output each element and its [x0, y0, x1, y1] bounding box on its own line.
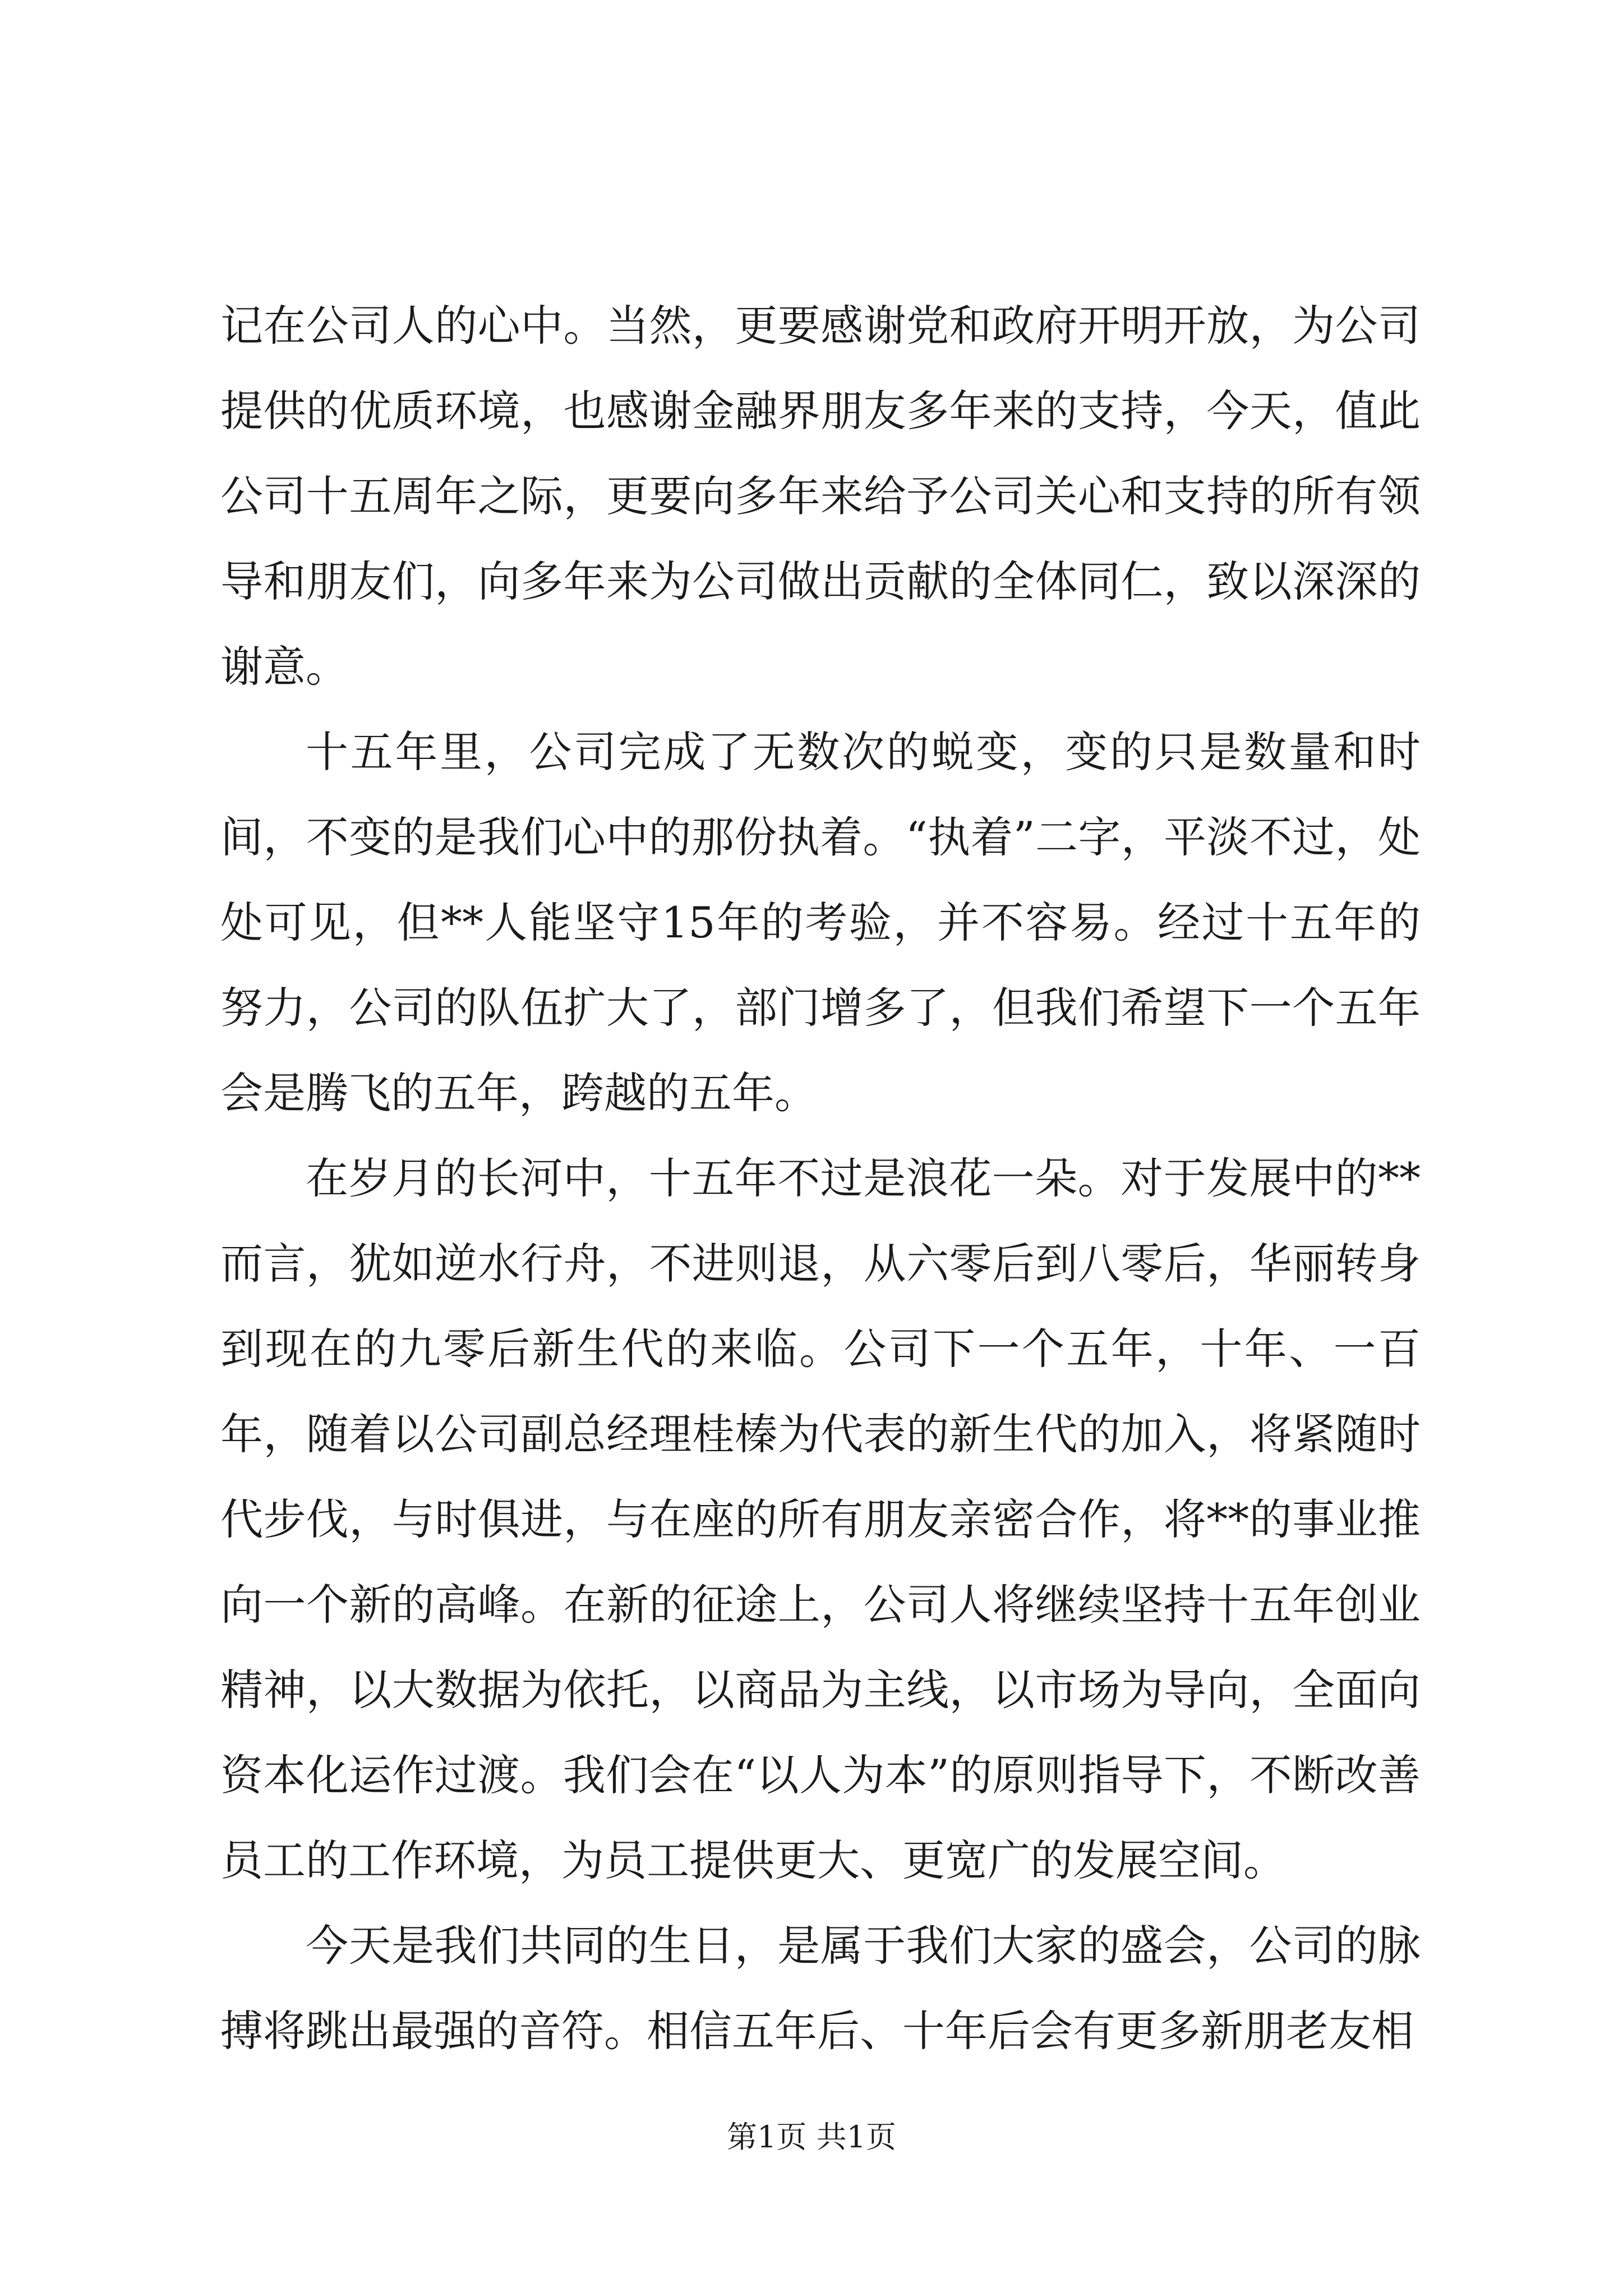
- page-number-label: 第1页 共1页: [727, 2119, 896, 2155]
- document-body: [220, 283, 1421, 2074]
- page-footer: [0, 2118, 1623, 2157]
- paragraph-3: 在岁月的长河中，十五年不过是浪花一朵。对于发展中的**而言，犹如逆水行舟，不进则退，从六零后到八零后，华丽转身到现在的九零后新生代的来临。公司下一个五年，十年、一百年，随着以公司副总经理桂榛为代表的新生代的加入，将紧随时代步伐，与时俱进，与在座的所有朋友亲密合作，将**的事业推向一个新的高峰。在新的征途上，公司人将继续坚持十五年创业精神，以大数据为依托，以商品为主线，以市场为导向，全面向资本化运作过渡。我们会在“以人为本”的原则指导下，不断改善员工的工作环境，为员工提供更大、更宽广的发展空间。: [220, 1153, 1421, 1885]
- paragraph-2: 十五年里，公司完成了无数次的蜕变，变的只是数量和时间，不变的是我们心中的那份执着。“执着”二字，平淡不过，处处可见，但**人能坚守15年的考验，并不容易。经过十五年的努力，公司的队伍扩大了，部门增多了，但我们希望下一个五年会是腾飞的五年，跨越的五年。: [220, 727, 1421, 1118]
- paragraph-1: 记在公司人的心中。当然，更要感谢党和政府开明开放，为公司提供的优质环境，也感谢金融界朋友多年来的支持，今天，值此公司十五周年之际，更要向多年来给予公司关心和支持的所有领导和朋友们，向多年来为公司做出贡献的全体同仁，致以深深的谢意。: [220, 301, 1421, 692]
- paragraph-4: 今天是我们共同的生日，是属于我们大家的盛会，公司的脉搏将跳出最强的音符。相信五年后、十年后会有更多新朋老友相: [220, 1921, 1421, 2056]
